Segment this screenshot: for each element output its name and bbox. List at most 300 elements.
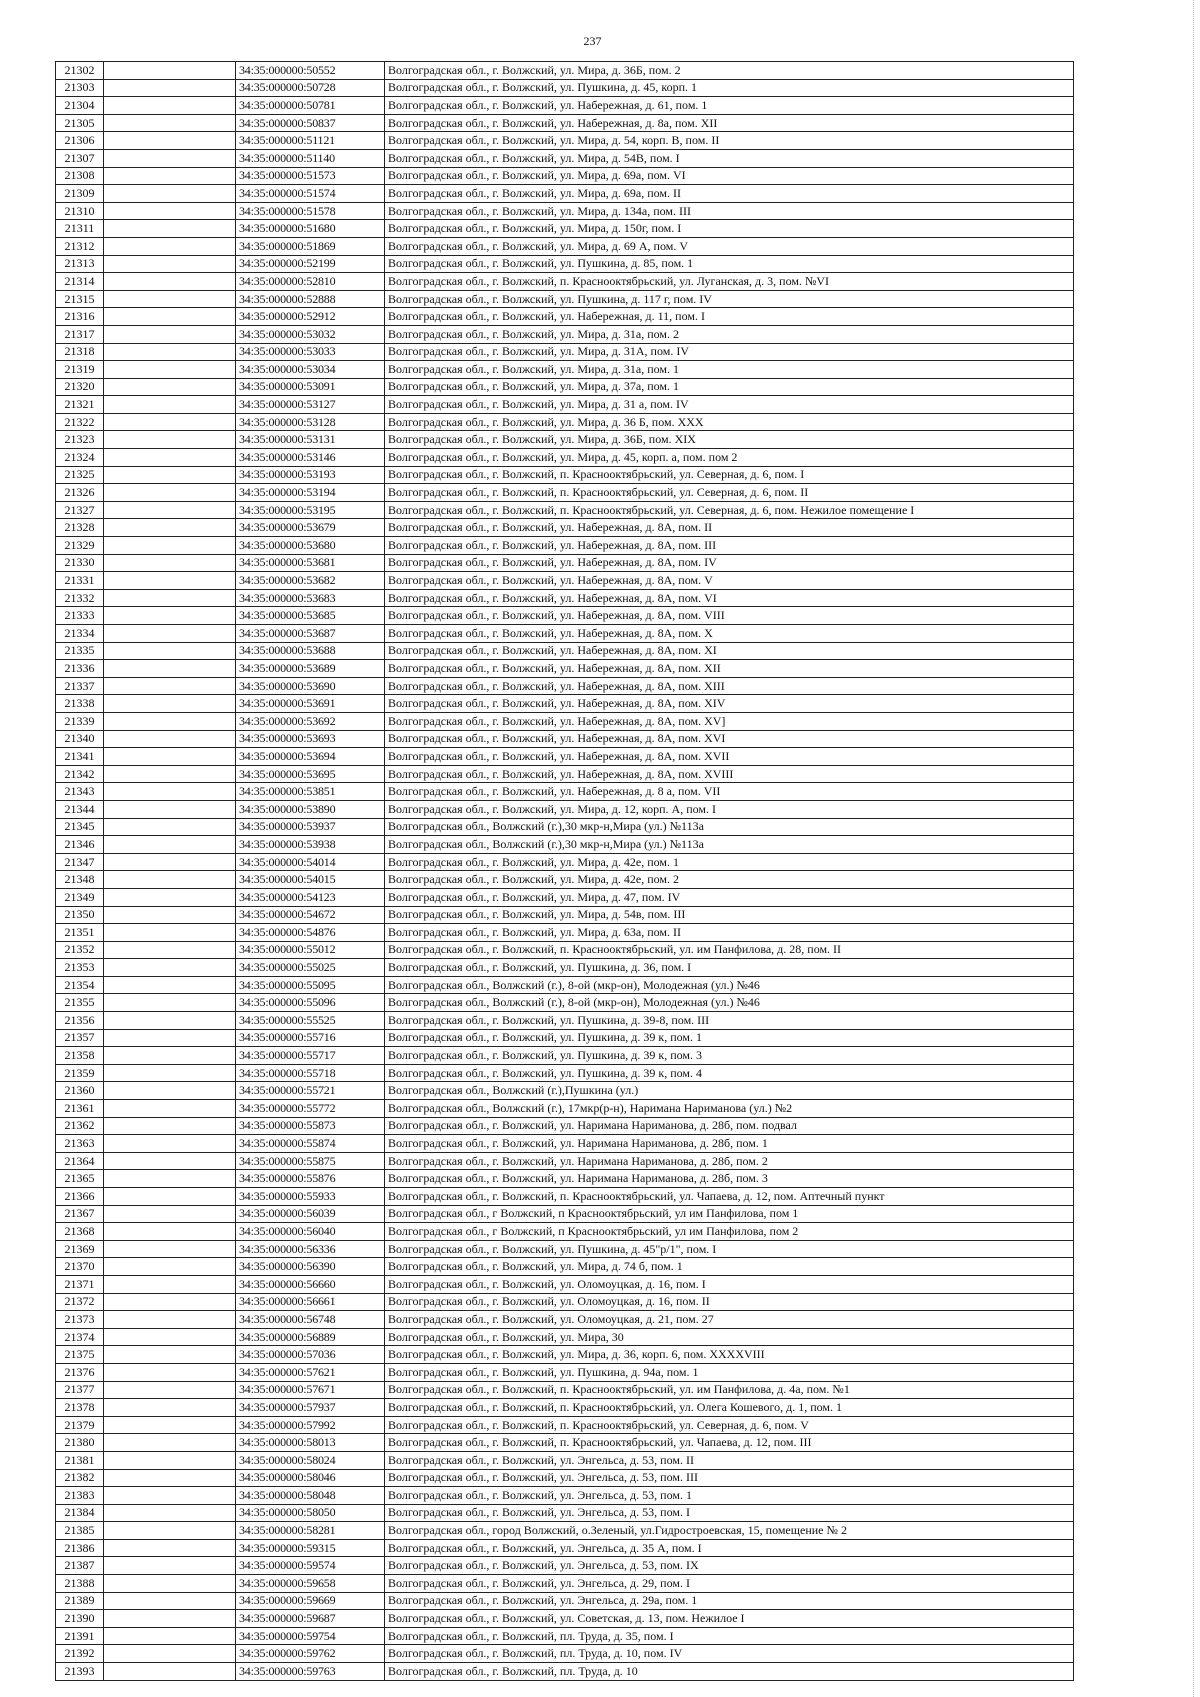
row-number-cell: 21328 [56, 519, 104, 537]
row-number-cell: 21381 [56, 1451, 104, 1469]
address-cell: Волгоградская обл., г. Волжский, ул. Мира, д. 36Б, пом. XIX [385, 431, 1074, 449]
row-number-cell: 21347 [56, 853, 104, 871]
blank-cell [104, 1399, 236, 1417]
row-number-cell: 21355 [56, 994, 104, 1012]
row-number-cell: 21368 [56, 1223, 104, 1241]
blank-cell [104, 1012, 236, 1030]
row-number-cell: 21337 [56, 677, 104, 695]
row-number-cell: 21386 [56, 1539, 104, 1557]
row-number-cell: 21315 [56, 290, 104, 308]
blank-cell [104, 748, 236, 766]
table-row [56, 343, 1074, 361]
table-row [56, 1029, 1074, 1047]
blank-cell [104, 484, 236, 502]
blank-cell [104, 396, 236, 414]
blank-cell [104, 959, 236, 977]
row-number-cell: 21327 [56, 501, 104, 519]
address-cell: Волгоградская обл., г. Волжский, ул. Набережная, д. 8А, пом. V [385, 572, 1074, 590]
table-row [56, 308, 1074, 326]
table-row [56, 1293, 1074, 1311]
address-cell: Волгоградская обл., г. Волжский, ул. Мира, д. 31а, пом. 2 [385, 325, 1074, 343]
cadastral-number-cell: 34:35:000000:53680 [236, 537, 385, 555]
blank-cell [104, 1645, 236, 1663]
cadastral-number-cell: 34:35:000000:53195 [236, 501, 385, 519]
blank-cell [104, 888, 236, 906]
cadastral-number-cell: 34:35:000000:53127 [236, 396, 385, 414]
row-number-cell: 21308 [56, 167, 104, 185]
cadastral-number-cell: 34:35:000000:52810 [236, 273, 385, 291]
address-cell: Волгоградская обл., г. Волжский, ул. Набережная, д. 8А, пом. XII [385, 660, 1074, 678]
blank-cell [104, 1487, 236, 1505]
table-row [56, 1117, 1074, 1135]
address-cell: Волгоградская обл., г. Волжский, ул. Мира, д. 12, корп. А, пом. I [385, 800, 1074, 818]
cadastral-number-cell: 34:35:000000:53146 [236, 449, 385, 467]
blank-cell [104, 149, 236, 167]
address-cell: Волгоградская обл., г. Волжский, ул. Мира, д. 134а, пом. III [385, 202, 1074, 220]
table-row [56, 97, 1074, 115]
blank-cell [104, 853, 236, 871]
cadastral-number-cell: 34:35:000000:53937 [236, 818, 385, 836]
cadastral-number-cell: 34:35:000000:51121 [236, 132, 385, 150]
table-row [56, 730, 1074, 748]
address-cell: Волгоградская обл., г. Волжский, ул. Мира, д. 37а, пом. 1 [385, 378, 1074, 396]
address-cell: Волгоградская обл., г. Волжский, ул. Мира, д. 31 а, пом. IV [385, 396, 1074, 414]
address-cell: Волгоградская обл., г. Волжский, ул. Набережная, д. 8А, пом. XV] [385, 712, 1074, 730]
cadastral-number-cell: 34:35:000000:53131 [236, 431, 385, 449]
table-row [56, 1047, 1074, 1065]
row-number-cell: 21321 [56, 396, 104, 414]
blank-cell [104, 625, 236, 643]
row-number-cell: 21361 [56, 1100, 104, 1118]
address-cell: Волгоградская обл., г. Волжский, п. Краснооктябрьский, ул. Северная, д. 6, пом. II [385, 484, 1074, 502]
row-number-cell: 21334 [56, 625, 104, 643]
row-number-cell: 21325 [56, 466, 104, 484]
table-row [56, 959, 1074, 977]
blank-cell [104, 378, 236, 396]
table-row [56, 695, 1074, 713]
table-row [56, 1311, 1074, 1329]
cadastral-number-cell: 34:35:000000:57992 [236, 1416, 385, 1434]
table-row [56, 1434, 1074, 1452]
blank-cell [104, 1188, 236, 1206]
address-cell: Волгоградская обл., г. Волжский, ул. Мира, д. 69 А, пом. V [385, 237, 1074, 255]
blank-cell [104, 572, 236, 590]
cadastral-number-cell: 34:35:000000:59762 [236, 1645, 385, 1663]
blank-cell [104, 1170, 236, 1188]
blank-cell [104, 730, 236, 748]
table-row [56, 1416, 1074, 1434]
table-row [56, 712, 1074, 730]
row-number-cell: 21348 [56, 871, 104, 889]
blank-cell [104, 290, 236, 308]
row-number-cell: 21376 [56, 1363, 104, 1381]
table-row [56, 1064, 1074, 1082]
address-cell: Волгоградская обл., г. Волжский, ул. Набережная, д. 8А, пом. XIV [385, 695, 1074, 713]
address-cell: Волгоградская обл., г. Волжский, ул. Набережная, д. 8А, пом. X [385, 625, 1074, 643]
blank-cell [104, 132, 236, 150]
table-row [56, 1504, 1074, 1522]
row-number-cell: 21356 [56, 1012, 104, 1030]
table-row [56, 906, 1074, 924]
row-number-cell: 21362 [56, 1117, 104, 1135]
table-row [56, 1082, 1074, 1100]
blank-cell [104, 1275, 236, 1293]
row-number-cell: 21359 [56, 1064, 104, 1082]
cadastral-number-cell: 34:35:000000:58046 [236, 1469, 385, 1487]
blank-cell [104, 818, 236, 836]
address-cell: Волгоградская обл., г. Волжский, ул. Мира, д. 54В, пом. I [385, 149, 1074, 167]
table-row [56, 1100, 1074, 1118]
row-number-cell: 21383 [56, 1487, 104, 1505]
cadastral-number-cell: 34:35:000000:53128 [236, 413, 385, 431]
address-cell: Волгоградская обл., г. Волжский, ул. Советская, д. 13, пом. Нежилое I [385, 1610, 1074, 1628]
blank-cell [104, 79, 236, 97]
blank-cell [104, 642, 236, 660]
row-number-cell: 21324 [56, 449, 104, 467]
blank-cell [104, 1663, 236, 1681]
address-cell: Волгоградская обл., г. Волжский, ул. Энгельса, д. 35 А, пом. I [385, 1539, 1074, 1557]
cadastral-number-cell: 34:35:000000:57036 [236, 1346, 385, 1364]
table-row [56, 114, 1074, 132]
table-row [56, 1170, 1074, 1188]
row-number-cell: 21342 [56, 765, 104, 783]
cadastral-number-cell: 34:35:000000:56889 [236, 1328, 385, 1346]
table-row [56, 501, 1074, 519]
property-register-table [55, 61, 1074, 1681]
row-number-cell: 21339 [56, 712, 104, 730]
cadastral-number-cell: 34:35:000000:55525 [236, 1012, 385, 1030]
address-cell: Волгоградская обл., г. Волжский, ул. Набережная, д. 8А, пом. VI [385, 589, 1074, 607]
cadastral-number-cell: 34:35:000000:50728 [236, 79, 385, 97]
address-cell: Волгоградская обл., г. Волжский, ул. Энгельса, д. 29а, пом. 1 [385, 1592, 1074, 1610]
row-number-cell: 21304 [56, 97, 104, 115]
row-number-cell: 21388 [56, 1575, 104, 1593]
row-number-cell: 21314 [56, 273, 104, 291]
table-row [56, 976, 1074, 994]
cadastral-number-cell: 34:35:000000:56336 [236, 1240, 385, 1258]
table-row [56, 1451, 1074, 1469]
cadastral-number-cell: 34:35:000000:53193 [236, 466, 385, 484]
address-cell: Волгоградская обл., Волжский (г.),Пушкина (ул.) [385, 1082, 1074, 1100]
blank-cell [104, 1135, 236, 1153]
table-row [56, 1592, 1074, 1610]
blank-cell [104, 202, 236, 220]
cadastral-number-cell: 34:35:000000:53692 [236, 712, 385, 730]
cadastral-number-cell: 34:35:000000:56390 [236, 1258, 385, 1276]
table-row [56, 589, 1074, 607]
cadastral-number-cell: 34:35:000000:55876 [236, 1170, 385, 1188]
cadastral-number-cell: 34:35:000000:53033 [236, 343, 385, 361]
row-number-cell: 21310 [56, 202, 104, 220]
address-cell: Волгоградская обл., Волжский (г.),30 мкр-н,Мира (ул.) №113а [385, 836, 1074, 854]
table-row [56, 1205, 1074, 1223]
cadastral-number-cell: 34:35:000000:53890 [236, 800, 385, 818]
cadastral-number-cell: 34:35:000000:55772 [236, 1100, 385, 1118]
table-row [56, 273, 1074, 291]
cadastral-number-cell: 34:35:000000:56660 [236, 1275, 385, 1293]
address-cell: Волгоградская обл., г. Волжский, ул. Набережная, д. 8 а, пом. VII [385, 783, 1074, 801]
row-number-cell: 21385 [56, 1522, 104, 1540]
cadastral-number-cell: 34:35:000000:54014 [236, 853, 385, 871]
cadastral-number-cell: 34:35:000000:59763 [236, 1663, 385, 1681]
row-number-cell: 21369 [56, 1240, 104, 1258]
table-row [56, 237, 1074, 255]
page-number: 237 [583, 34, 602, 48]
blank-cell [104, 413, 236, 431]
blank-cell [104, 871, 236, 889]
cadastral-number-cell: 34:35:000000:55012 [236, 941, 385, 959]
address-cell: Волгоградская обл., г. Волжский, ул. Наримана Нариманова, д. 28б, пом. подвал [385, 1117, 1074, 1135]
table-row [56, 1188, 1074, 1206]
row-number-cell: 21391 [56, 1627, 104, 1645]
blank-cell [104, 1258, 236, 1276]
address-cell: Волгоградская обл., г. Волжский, п. Краснооктябрьский, ул. Северная, д. 6, пом. V [385, 1416, 1074, 1434]
address-cell: Волгоградская обл., г. Волжский, ул. Пушкина, д. 94а, пом. 1 [385, 1363, 1074, 1381]
address-cell: Волгоградская обл., г. Волжский, ул. Мира, д. 42е, пом. 1 [385, 853, 1074, 871]
blank-cell [104, 1346, 236, 1364]
address-cell: Волгоградская обл., Волжский (г.), 17мкр(р-н), Наримана Нариманова (ул.) №2 [385, 1100, 1074, 1118]
row-number-cell: 21323 [56, 431, 104, 449]
address-cell: Волгоградская обл., г. Волжский, ул. Мира, д. 63а, пом. II [385, 924, 1074, 942]
cadastral-number-cell: 34:35:000000:55716 [236, 1029, 385, 1047]
cadastral-number-cell: 34:35:000000:51574 [236, 185, 385, 203]
blank-cell [104, 607, 236, 625]
table-row [56, 1152, 1074, 1170]
row-number-cell: 21306 [56, 132, 104, 150]
blank-cell [104, 1610, 236, 1628]
table-row [56, 1557, 1074, 1575]
address-cell: Волгоградская обл., г. Волжский, ул. Пушкина, д. 45, корп. 1 [385, 79, 1074, 97]
address-cell: Волгоградская обл., г. Волжский, п. Краснооктябрьский, ул. Чапаева, д. 12, пом. Аптечный пункт [385, 1188, 1074, 1206]
address-cell: Волгоградская обл., г Волжский, п Краснооктябрьский, ул им Панфилова, пом 2 [385, 1223, 1074, 1241]
blank-cell [104, 660, 236, 678]
table-row [56, 554, 1074, 572]
address-cell: Волгоградская обл., г. Волжский, ул. Пушкина, д. 39-8, пом. III [385, 1012, 1074, 1030]
blank-cell [104, 994, 236, 1012]
address-cell: Волгоградская обл., г. Волжский, ул. Мира, д. 31а, пом. 1 [385, 361, 1074, 379]
table-row [56, 1381, 1074, 1399]
address-cell: Волгоградская обл., г. Волжский, ул. Набережная, д. 8А, пом. XI [385, 642, 1074, 660]
table-row [56, 1522, 1074, 1540]
cadastral-number-cell: 34:35:000000:59315 [236, 1539, 385, 1557]
blank-cell [104, 1592, 236, 1610]
cadastral-number-cell: 34:35:000000:50552 [236, 62, 385, 80]
row-number-cell: 21341 [56, 748, 104, 766]
table-row [56, 1575, 1074, 1593]
address-cell: Волгоградская обл., г. Волжский, ул. Мира, д. 69а, пом. II [385, 185, 1074, 203]
blank-cell [104, 836, 236, 854]
blank-cell [104, 1557, 236, 1575]
cadastral-number-cell: 34:35:000000:53851 [236, 783, 385, 801]
address-cell: Волгоградская обл., г. Волжский, п. Краснооктябрьский, ул. Северная, д. 6, пом. Нежилое помещение I [385, 501, 1074, 519]
cadastral-number-cell: 34:35:000000:53679 [236, 519, 385, 537]
blank-cell [104, 62, 236, 80]
table-row [56, 888, 1074, 906]
blank-cell [104, 589, 236, 607]
address-cell: Волгоградская обл., г. Волжский, ул. Энгельса, д. 53, пом. III [385, 1469, 1074, 1487]
row-number-cell: 21326 [56, 484, 104, 502]
blank-cell [104, 677, 236, 695]
row-number-cell: 21336 [56, 660, 104, 678]
row-number-cell: 21390 [56, 1610, 104, 1628]
table-row [56, 149, 1074, 167]
table-row [56, 378, 1074, 396]
table-row [56, 1328, 1074, 1346]
address-cell: Волгоградская обл., г. Волжский, ул. Пушкина, д. 39 к, пом. 4 [385, 1064, 1074, 1082]
table-row [56, 853, 1074, 871]
cadastral-number-cell: 34:35:000000:53034 [236, 361, 385, 379]
table-row [56, 1663, 1074, 1681]
row-number-cell: 21387 [56, 1557, 104, 1575]
cadastral-number-cell: 34:35:000000:53687 [236, 625, 385, 643]
blank-cell [104, 1293, 236, 1311]
table-row [56, 1363, 1074, 1381]
table-row [56, 625, 1074, 643]
row-number-cell: 21392 [56, 1645, 104, 1663]
table-row [56, 1258, 1074, 1276]
address-cell: Волгоградская обл., г. Волжский, п. Краснооктябрьский, ул. Северная, д. 6, пом. I [385, 466, 1074, 484]
row-number-cell: 21313 [56, 255, 104, 273]
row-number-cell: 21393 [56, 1663, 104, 1681]
cadastral-number-cell: 34:35:000000:52888 [236, 290, 385, 308]
table-row [56, 1487, 1074, 1505]
cadastral-number-cell: 34:35:000000:52199 [236, 255, 385, 273]
table-row [56, 1399, 1074, 1417]
table-row [56, 1012, 1074, 1030]
table-row [56, 1645, 1074, 1663]
row-number-cell: 21353 [56, 959, 104, 977]
table-row [56, 1627, 1074, 1645]
table-row [56, 185, 1074, 203]
address-cell: Волгоградская обл., г. Волжский, ул. Набережная, д. 8А, пом. VIII [385, 607, 1074, 625]
row-number-cell: 21319 [56, 361, 104, 379]
address-cell: Волгоградская обл., г. Волжский, ул. Мира, д. 45, корп. а, пом. пом 2 [385, 449, 1074, 467]
row-number-cell: 21379 [56, 1416, 104, 1434]
blank-cell [104, 325, 236, 343]
cadastral-number-cell: 34:35:000000:57937 [236, 1399, 385, 1417]
blank-cell [104, 167, 236, 185]
address-cell: Волгоградская обл., г. Волжский, ул. Оломоуцкая, д. 21, пом. 27 [385, 1311, 1074, 1329]
table-row [56, 1135, 1074, 1153]
address-cell: Волгоградская обл., г Волжский, п Краснооктябрьский, ул им Панфилова, пом 1 [385, 1205, 1074, 1223]
cadastral-number-cell: 34:35:000000:55933 [236, 1188, 385, 1206]
row-number-cell: 21380 [56, 1434, 104, 1452]
table-row [56, 642, 1074, 660]
cadastral-number-cell: 34:35:000000:59669 [236, 1592, 385, 1610]
blank-cell [104, 765, 236, 783]
cadastral-number-cell: 34:35:000000:58050 [236, 1504, 385, 1522]
cadastral-number-cell: 34:35:000000:58024 [236, 1451, 385, 1469]
row-number-cell: 21332 [56, 589, 104, 607]
address-cell: Волгоградская обл., г. Волжский, ул. Набережная, д. 8А, пом. III [385, 537, 1074, 555]
cadastral-number-cell: 34:35:000000:55721 [236, 1082, 385, 1100]
blank-cell [104, 449, 236, 467]
row-number-cell: 21303 [56, 79, 104, 97]
row-number-cell: 21316 [56, 308, 104, 326]
address-cell: Волгоградская обл., г. Волжский, ул. Мира, д. 74 б, пом. 1 [385, 1258, 1074, 1276]
address-cell: Волгоградская обл., г. Волжский, ул. Набережная, д. 61, пом. 1 [385, 97, 1074, 115]
cadastral-number-cell: 34:35:000000:55095 [236, 976, 385, 994]
blank-cell [104, 1240, 236, 1258]
address-cell: Волгоградская обл., г. Волжский, ул. Мира, д. 150г, пом. I [385, 220, 1074, 238]
blank-cell [104, 1100, 236, 1118]
row-number-cell: 21372 [56, 1293, 104, 1311]
cadastral-number-cell: 34:35:000000:55717 [236, 1047, 385, 1065]
blank-cell [104, 1504, 236, 1522]
blank-cell [104, 237, 236, 255]
table-row [56, 167, 1074, 185]
cadastral-number-cell: 34:35:000000:58013 [236, 1434, 385, 1452]
cadastral-number-cell: 34:35:000000:58281 [236, 1522, 385, 1540]
blank-cell [104, 220, 236, 238]
table-row [56, 765, 1074, 783]
row-number-cell: 21351 [56, 924, 104, 942]
table-row [56, 660, 1074, 678]
blank-cell [104, 308, 236, 326]
cadastral-number-cell: 34:35:000000:54672 [236, 906, 385, 924]
blank-cell [104, 1451, 236, 1469]
blank-cell [104, 1082, 236, 1100]
table-row [56, 871, 1074, 889]
table-row [56, 1223, 1074, 1241]
address-cell: Волгоградская обл., г. Волжский, ул. Мира, д. 42е, пом. 2 [385, 871, 1074, 889]
row-number-cell: 21317 [56, 325, 104, 343]
row-number-cell: 21312 [56, 237, 104, 255]
address-cell: Волгоградская обл., г. Волжский, ул. Набережная, д. 11, пом. I [385, 308, 1074, 326]
blank-cell [104, 1047, 236, 1065]
table-row [56, 62, 1074, 80]
blank-cell [104, 1223, 236, 1241]
blank-cell [104, 114, 236, 132]
blank-cell [104, 519, 236, 537]
address-cell: Волгоградская обл., Волжский (г.), 8-ой (мкр-он), Молодежная (ул.) №46 [385, 976, 1074, 994]
table-row [56, 1469, 1074, 1487]
row-number-cell: 21373 [56, 1311, 104, 1329]
row-number-cell: 21330 [56, 554, 104, 572]
cadastral-number-cell: 34:35:000000:59687 [236, 1610, 385, 1628]
row-number-cell: 21375 [56, 1346, 104, 1364]
cadastral-number-cell: 34:35:000000:57671 [236, 1381, 385, 1399]
table-row [56, 396, 1074, 414]
table-row [56, 677, 1074, 695]
address-cell: Волгоградская обл., г. Волжский, ул. Пушкина, д. 36, пом. I [385, 959, 1074, 977]
row-number-cell: 21366 [56, 1188, 104, 1206]
table-row [56, 818, 1074, 836]
row-number-cell: 21329 [56, 537, 104, 555]
table-row [56, 994, 1074, 1012]
table-row [56, 290, 1074, 308]
row-number-cell: 21311 [56, 220, 104, 238]
row-number-cell: 21371 [56, 1275, 104, 1293]
cadastral-number-cell: 34:35:000000:53683 [236, 589, 385, 607]
blank-cell [104, 1117, 236, 1135]
address-cell: Волгоградская обл., г. Волжский, п. Краснооктябрьский, ул. Олега Кошевого, д. 1, пом. 1 [385, 1399, 1074, 1417]
blank-cell [104, 1311, 236, 1329]
cadastral-number-cell: 34:35:000000:53693 [236, 730, 385, 748]
cadastral-number-cell: 34:35:000000:59658 [236, 1575, 385, 1593]
row-number-cell: 21346 [56, 836, 104, 854]
address-cell: Волгоградская обл., г. Волжский, ул. Мира, д. 36Б, пом. 2 [385, 62, 1074, 80]
address-cell: Волгоградская обл., г. Волжский, ул. Мира, д. 31А, пом. IV [385, 343, 1074, 361]
blank-cell [104, 1328, 236, 1346]
table-row [56, 836, 1074, 854]
table-row [56, 1346, 1074, 1364]
cadastral-number-cell: 34:35:000000:52912 [236, 308, 385, 326]
address-cell: Волгоградская обл., город Волжский, о.Зеленый, ул.Гидростроевская, 15, помещение № 2 [385, 1522, 1074, 1540]
address-cell: Волгоградская обл., г. Волжский, ул. Набережная, д. 8А, пом. XIII [385, 677, 1074, 695]
address-cell: Волгоградская обл., г. Волжский, пл. Труда, д. 35, пом. I [385, 1627, 1074, 1645]
blank-cell [104, 976, 236, 994]
